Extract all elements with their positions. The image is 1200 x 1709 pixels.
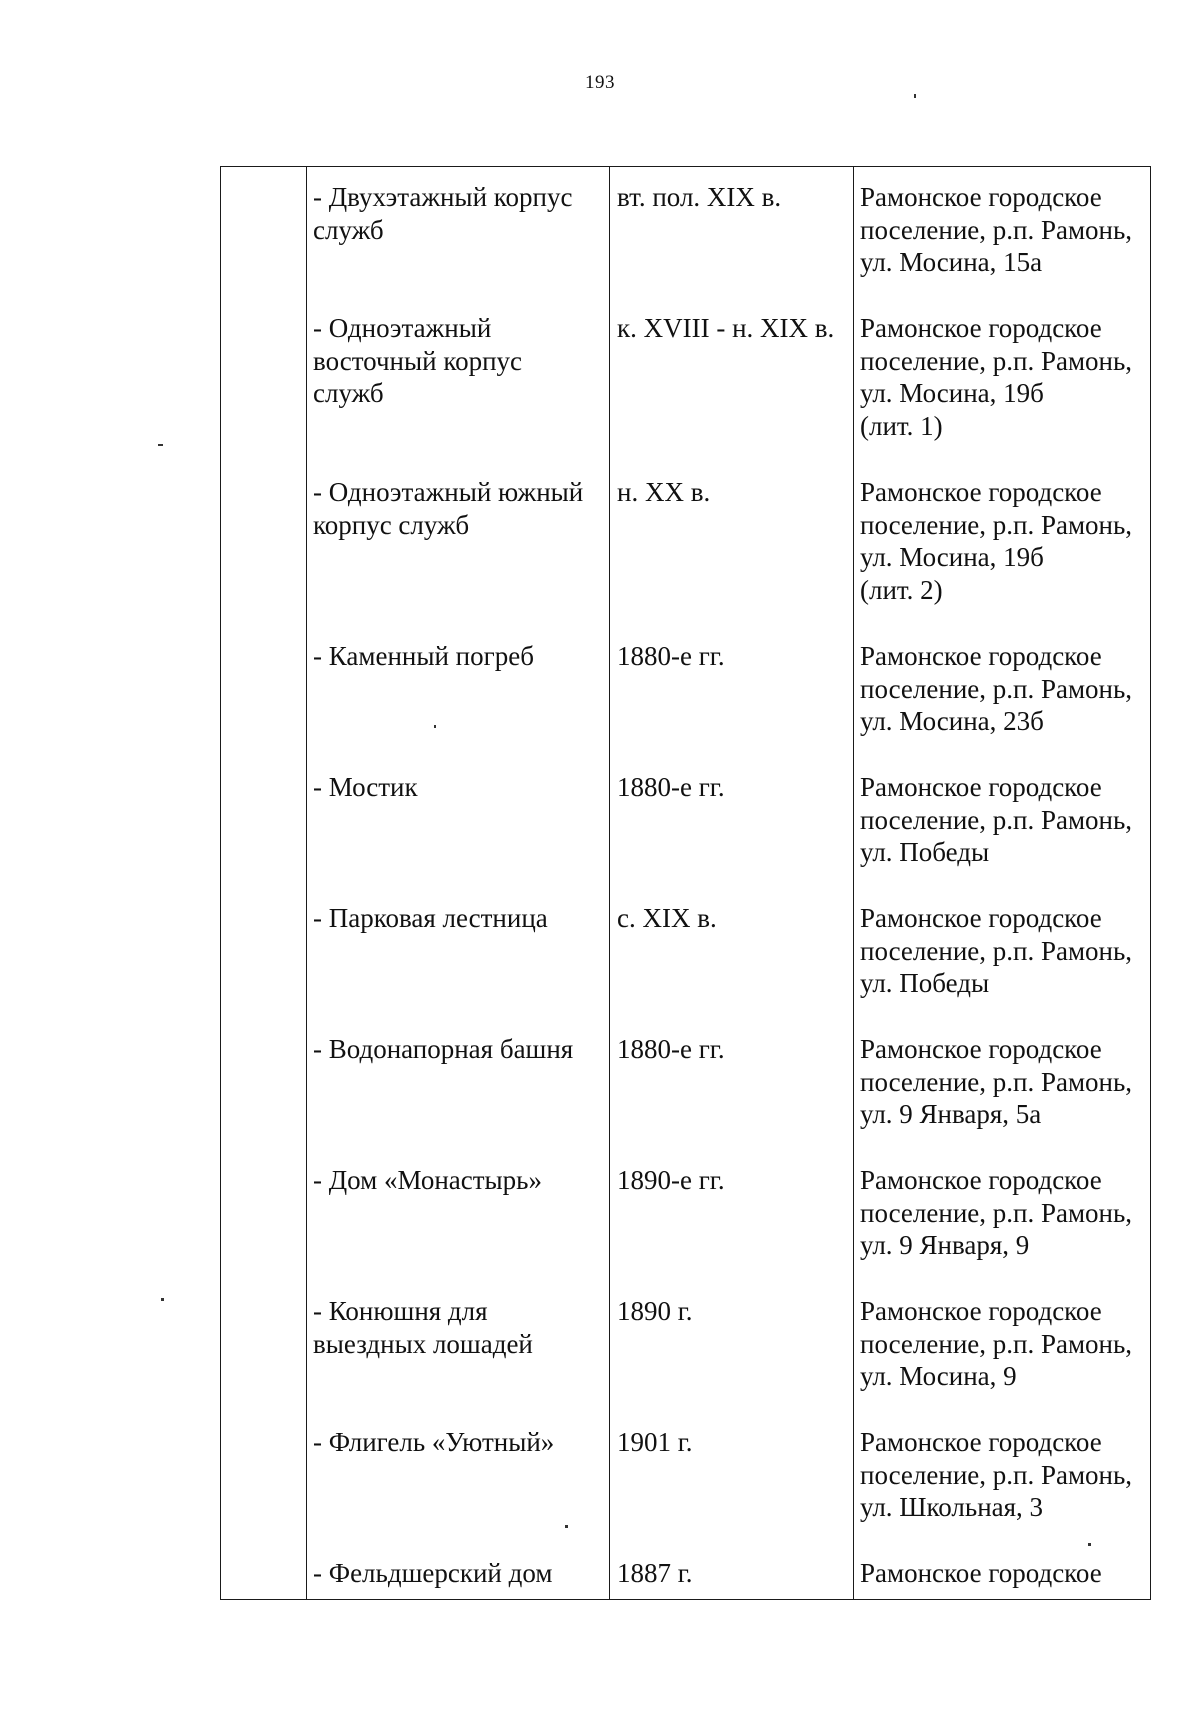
scan-speck	[161, 1298, 164, 1301]
scan-speck	[565, 1525, 568, 1528]
object-date: 1887 г.	[617, 1558, 693, 1588]
object-date: 1890-е гг.	[617, 1165, 725, 1195]
object-name: - Одноэтажный восточный корпус служб	[313, 313, 523, 408]
object-location: Рамонское городское поселение, р.п. Рамонь, ул. Мосина, 19б (лит. 1)	[860, 313, 1133, 441]
object-date: к. XVIII - н. XIX в.	[617, 313, 835, 343]
object-date: 1901 г.	[617, 1427, 693, 1457]
scan-speck	[1088, 1543, 1091, 1546]
page-number: 193	[585, 72, 615, 93]
object-date: 1890 г.	[617, 1296, 693, 1326]
object-name: - Двухэтажный корпус служб	[313, 182, 573, 245]
heritage-objects-table	[220, 166, 1151, 1600]
scan-speck	[914, 94, 916, 98]
object-name: - Флигель «Уютный»	[313, 1427, 555, 1457]
object-date: вт. пол. XIX в.	[617, 182, 782, 212]
object-date: 1880-е гг.	[617, 1034, 725, 1064]
object-location: Рамонское городское поселение, р.п. Рамонь, ул. Мосина, 9	[860, 1296, 1133, 1391]
object-date: с. XIX в.	[617, 903, 717, 933]
object-location: Рамонское городское поселение, р.п. Рамонь, ул. Мосина, 23б	[860, 641, 1133, 736]
object-name: - Мостик	[313, 772, 418, 802]
object-date: н. XX в.	[617, 477, 711, 507]
scan-speck	[158, 444, 163, 446]
object-name: - Дом «Монастырь»	[313, 1165, 542, 1195]
object-location: Рамонское городское поселение, р.п. Рамонь, ул. 9 Января, 5а	[860, 1034, 1133, 1129]
object-name: - Фельдшерский дом	[313, 1558, 553, 1588]
object-name: - Конюшня для выездных лошадей	[313, 1296, 533, 1359]
object-name: - Водонапорная башня	[313, 1034, 574, 1064]
scan-speck	[434, 725, 436, 728]
object-location: Рамонское городское поселение, р.п. Рамонь, ул. Победы	[860, 903, 1133, 998]
object-date: 1880-е гг.	[617, 641, 725, 671]
object-location: Рамонское городское поселение, р.п. Рамонь, ул. Победы	[860, 772, 1133, 867]
column-divider-1	[306, 167, 307, 1599]
column-divider-3	[853, 167, 854, 1599]
object-name: - Каменный погреб	[313, 641, 534, 671]
object-date: 1880-е гг.	[617, 772, 725, 802]
object-location: Рамонское городское поселение, р.п. Рамонь, ул. Мосина, 15а	[860, 182, 1133, 277]
object-location: Рамонское городское поселение, р.п. Рамонь, ул. Школьная, 3	[860, 1427, 1133, 1522]
object-name: - Одноэтажный южный корпус служб	[313, 477, 584, 540]
column-divider-2	[609, 167, 610, 1599]
object-location: Рамонское городское поселение, р.п. Рамонь, ул. 9 Января, 9	[860, 1165, 1133, 1260]
object-name: - Парковая лестница	[313, 903, 548, 933]
object-location: Рамонское городское поселение, р.п. Рамонь, ул. Мосина, 19б (лит. 2)	[860, 477, 1133, 605]
object-location: Рамонское городское	[860, 1558, 1102, 1588]
